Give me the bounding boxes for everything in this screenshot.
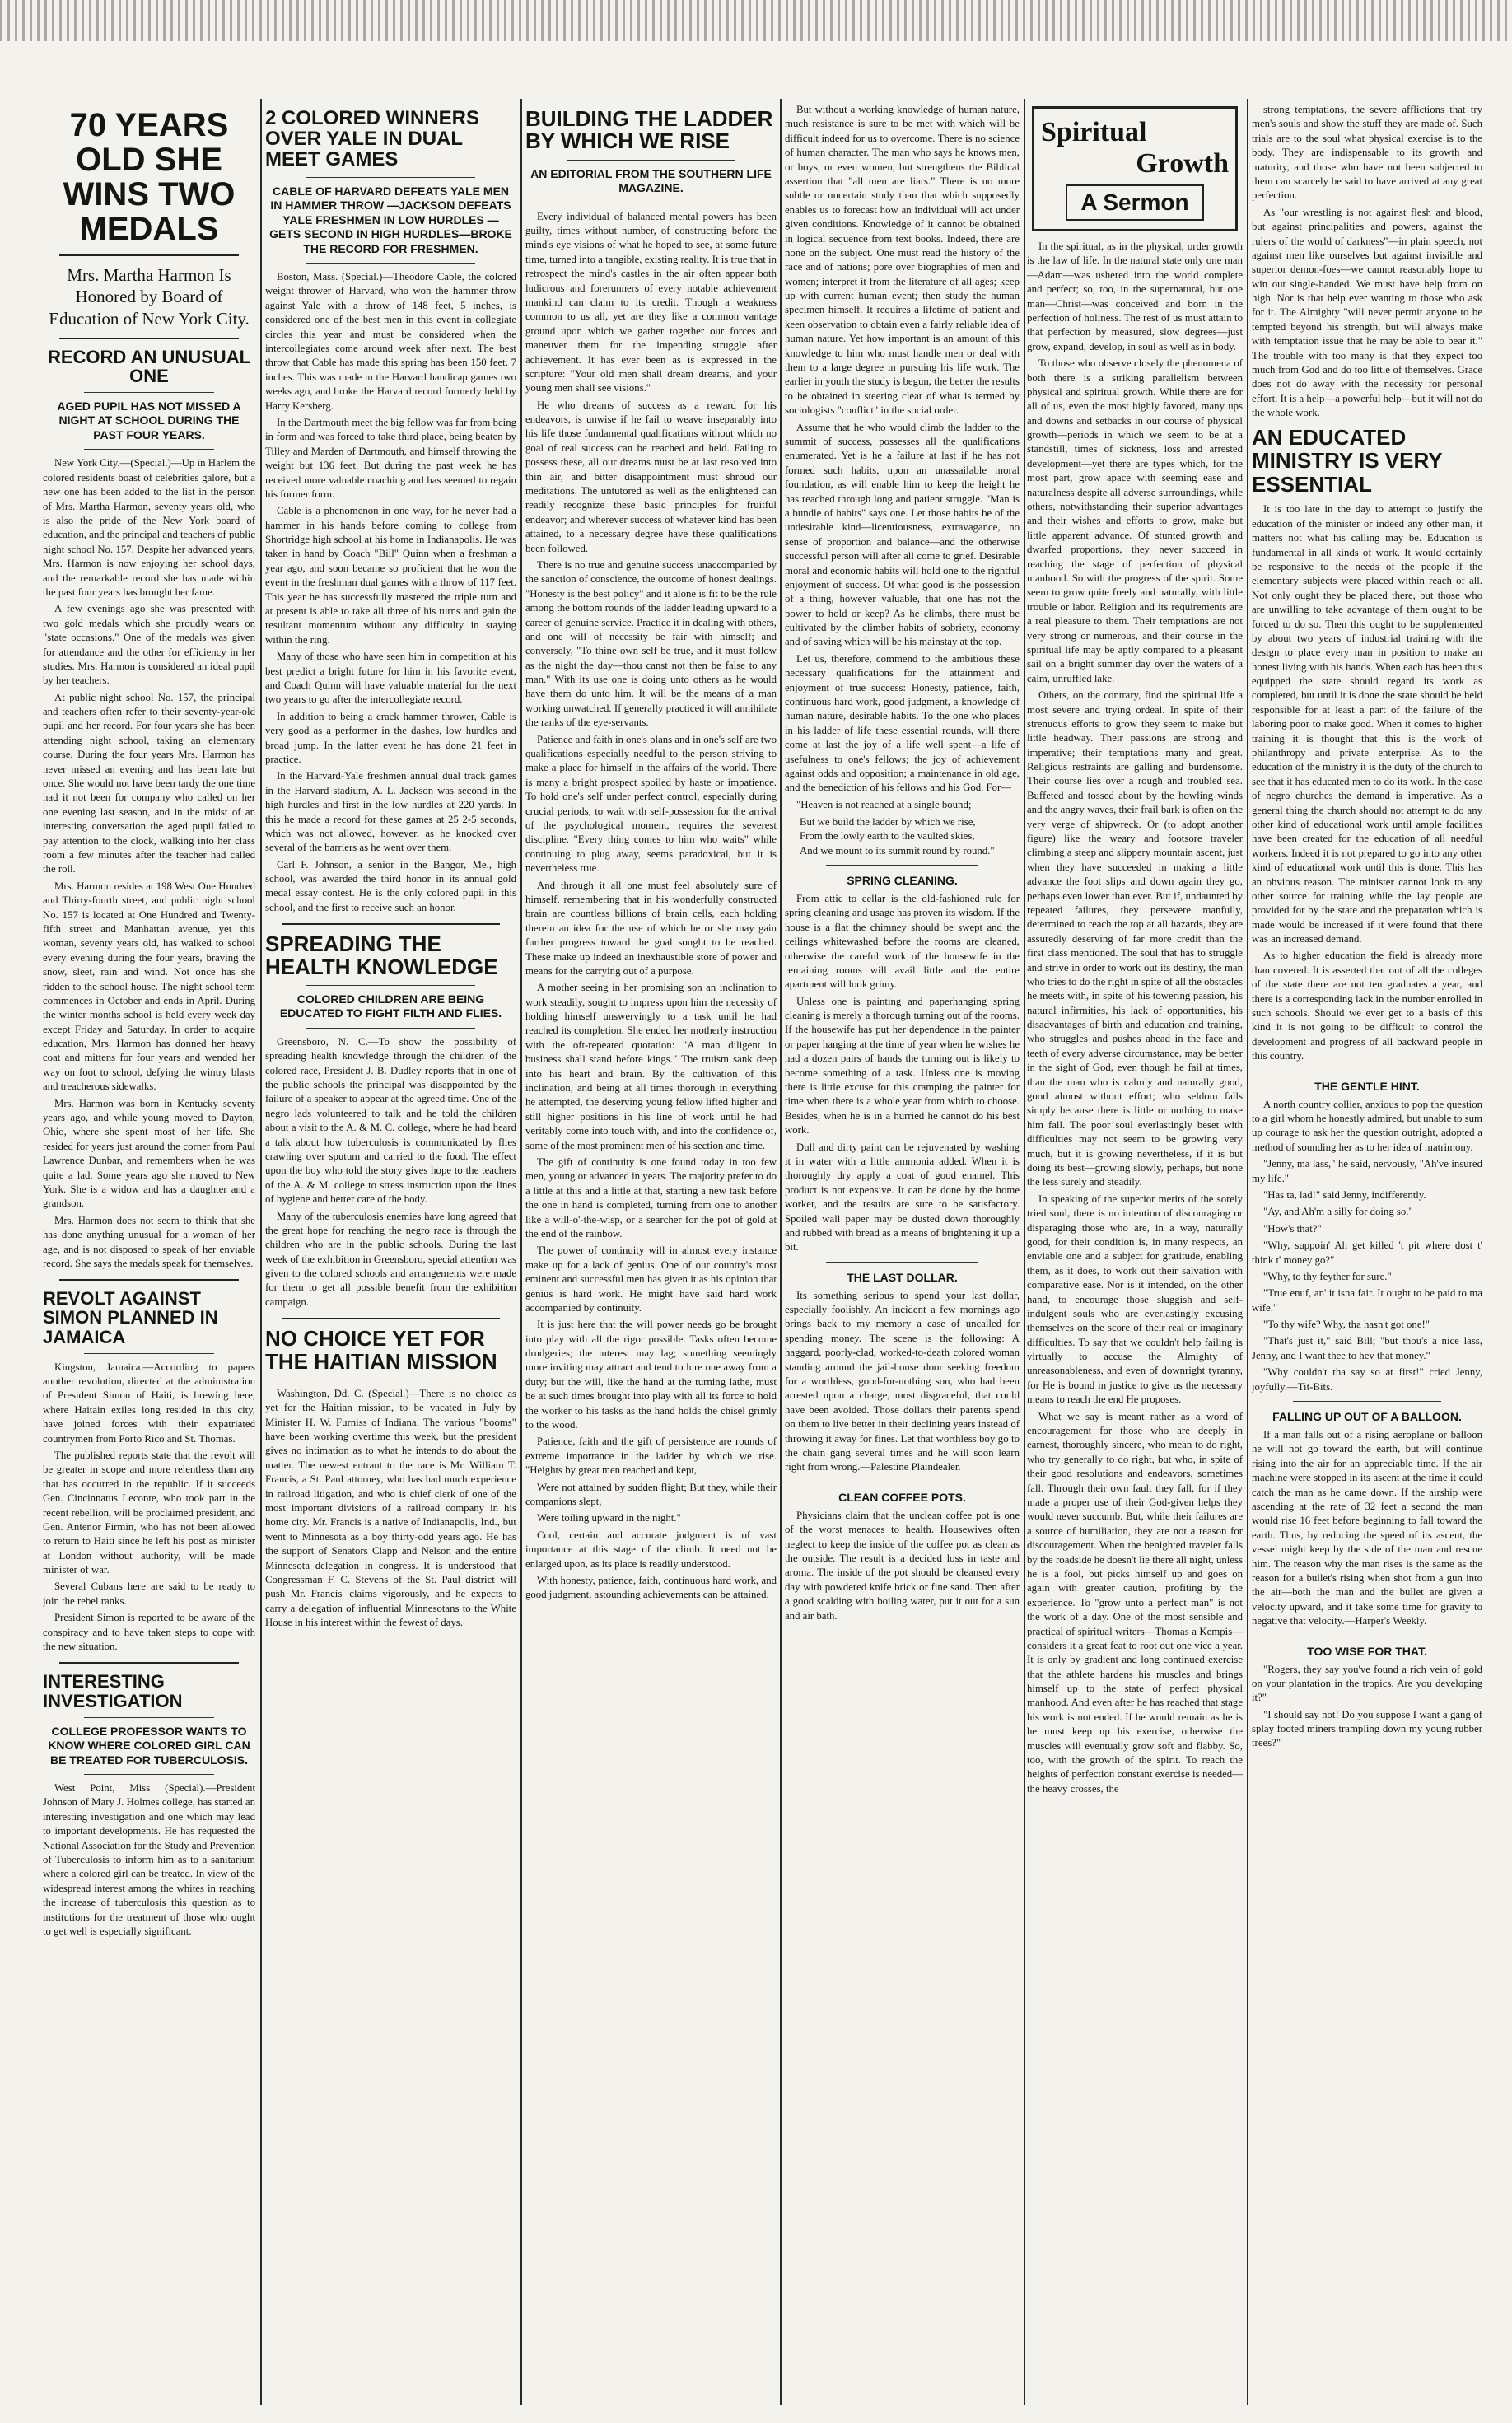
paragraph: There is no true and genuine success unaccompanied by the sanction of conscience, the outcome of honest dealings. "Honesty is the best policy" and it alone is fit to be the rule among the bottom rounds of the ladder leading upward to a career of genuine service. Practice it in dealing with others, and one will of necessity be fair with himself; and conversely, "To thine own self be true, and it must follow as the night the day—thou canst not then be false to any man." With its use one is doing unto others as he would have them do unto him. It will be the means of a man working unwatched. If generally practiced it will annihilate the ranks of the eye-servants.: [525, 558, 777, 729]
column-6: [1252, 103, 1482, 2409]
paragraph: "Heaven is not reached at a single bound;: [796, 798, 972, 810]
paragraph: Unless one is painting and paperhanging spring cleaning is merely a thorough turning out of the rooms. If the housewife has put her dependence in the painter or paper hanging at the time of year when he wishes he had a dozen pairs of hands the turning out is likely to become something of a task. Unless one is moving there is little excuse for this cramping the painter for time when there is a whole year from which to choose. Besides, when he is in a hurried he cannot do his best work.: [785, 995, 1020, 1137]
paragraph: "Rogers, they say you've found a rich vein of gold on your plantation in the tropics. Are you developing it?": [1252, 1663, 1482, 1704]
paragraph: Every individual of balanced mental powers has been guilty, times without number, of constructing before the mind's eye visions of what he hoped to see, at some future time, turned into a tangible, existing reality. It is true that in retrospect the mind's castles in the air often appear both ludicrous and forerunners of every notable achievement mankind can claim to its credit. Though a weakness common to us all, yet are they like a common vantage ground upon which we gather together our forces and maneuver them for the impending struggle after achievement. It has ever been as is expressed in the scripture: "Your old men shall dream dreams, and your young men shall see visions.": [525, 210, 777, 394]
divider: [282, 923, 500, 925]
section-title: RECORD AN UNUSUAL ONE: [47, 346, 251, 386]
paragraph: Kingston, Jamaica.—According to papers another revolution, directed at the administration of President Simon of Haiti, is brewing here, where Haitain exiles long resided in this city, have joined forces with their expatriated countrymen from Porto Rico and St. Thomas.: [43, 1361, 255, 1445]
paragraph: Boston, Mass. (Special.)—Theodore Cable, the colored weight thrower of Harvard, who won the hammer throw against Yale with a throw of 148 feet, 5 inches, is considered one of the best men in this event in collegiate circles this year and must be considered when the intercollegiates come around week after next. The best throw that Cable has made this spring has been 150 feet, 7 inches. This was made in the Harvard handicap games two weeks ago, and broke the Harvard record formerly held by Harry Kersberg.: [265, 271, 516, 412]
divider: [59, 254, 239, 256]
divider: [306, 263, 475, 264]
paragraph: Mrs. Harmon does not seem to think that she has done anything unusual for a woman of her age, and is not disposed to speak of her enviable record. She says the medals speak for themselves.: [43, 1214, 255, 1269]
paragraph: But without a working knowledge of human nature, much resistance is sure to be met with which will be difficult indeed for us to overcome. There is no science of human character. The man who says he knows men, or boys, or even women, but strengthens the Biblical assertion that "all men are liars." There is no more subtle or uncertain study than that which supposedly enables us to forecast how an individual will act under given conditions. Knowledge of it cannot be obtained in logical sequence from text books. Indeed, there are none on the subject. One must read the history of the race and of nations; pore over biographies of men and women; interpret it from the literature of all ages; keep up with current human event; then study the human specimen himself. It requires a lifetime of patient and keen observation to obtain even a fairly reliable idea of human nature. Yet how important is an amount of this knowledge to him who must handle men or deal with them to a large degree in pursuing his life work. The earlier in youth the study is begun, the better the results to be obtained in steering clear of what is termed by sociologists "conflict" in the social order.: [785, 104, 1020, 417]
headline: BUILDING THE LADDER BY WHICH WE RISE: [525, 106, 773, 154]
paragraph: A north country collier, anxious to pop the question to a girl whom he honestly admired, but unable to sum up courage to ask her the question outright, adopted a method of sounding her as to her idea of matrimony.: [1252, 1098, 1482, 1153]
paragraph: West Point, Miss (Special).—President Johnson of Mary J. Holmes college, has started an interesting investigation and one which may lead to important developments. He has requested the National Association for the Study and Prevention of Tuberculosis to inform him as to a sanitarium where a colored girl can be treated. In view of the widespread interest among the whites in reaching the increase of tuberculosis this question as to institutions for the treatment of those who ought to get well is especially significant.: [43, 1782, 255, 1937]
paragraph: "Why, suppoin' Ah get killed 't pit where dost t' think t' money go?": [1252, 1240, 1482, 1266]
paragraph: Washington, Dd. C. (Special.)—There is no choice as yet for the Haitian mission, to be vacated in July by Minister H. W. Furniss of Indiana. The various "booms" have been working overtime this week, but the president gives no intimation as to what he intends to do about the matter. The newest entrant to the race is Mr. William T. Francis, a St. Paul attorney, who has had much experience in railroad litigation, and who is chief clerk of one of the most important divisions of a railroad company in his home city. Mr. Francis is a native of Indianapolis, Ind., but went to Minnesota as a boy thirty-odd years ago. He has the support of Senators Clapp and Nelson and the entire Minnesota delegation in congress. It is understood that Congressman F. C. Stevens of the St. Paul district will push Mr. Francis' claims vigorously, and he expects to carry a delegation of influential Minnesotans to the White House in his interest within the fewest of days.: [265, 1387, 516, 1629]
paragraph: Were toiling upward in the night.": [537, 1512, 681, 1524]
paragraph: To those who observe closely the phenomena of both there is a striking parallelism between physical and spiritual growth. While there are for all of us, even the most highly favored, many ups and downs and setbacks in our course of physical growth—periods in which we seem to be at a standstill, times of sickness, loss and arrested development—yet there are types which, for the most part, grow apace with seeming ease and naturalness despite all adverse surroundings, while others, notwithstanding their superior advantages and their wishes and efforts to grow, make but little apparent advance. Of stunted growth and dwarfed proportions, they never succeed in reaching the stage of perfection of physical manhood. So with the progress of the spirit. Some seem to grow quite freely and naturally, with little trouble or labor. Religion and its requirements are a real pleasure to them. Their temptations are not very strong or numerous, and their course in the spiritual life may be aptly compared to a pleasant sail on a bright summer day over the waters of a calm, unruffled lake.: [1027, 357, 1243, 684]
paragraph: The power of continuity will in almost every instance make up for a lack of genius. One of our country's most eminent and successful men has given it as his opinion that genius is hard work. He might have said hard work accompanied by continuity.: [525, 1244, 777, 1314]
paragraph: strong temptations, the severe afflictions that try men's souls and show the stuff they are made of. Such trials are to the soul what physical exercise is to the body. They are indispensable to its growth and maturity, and those who have not been subjected to them can scarcely be said to have arrived at any great perfection.: [1252, 104, 1482, 202]
paragraph: A few evenings ago she was presented with two gold medals which she proudly wears on "state occasions." One of the medals was given for attendance and the other for efficiency in her studies. Mrs. Harmon is considered an ideal pupil by her teachers.: [43, 603, 255, 687]
paragraph: If a man falls out of a rising aeroplane or balloon he will not go toward the earth, but will continue rising into the air for an appreciable time. If the air machine were stopped in its ascent at the time it could catch the man as he came down. If the airship were ascending at the rate of 32 feet a second the man would rise 16 feet before beginning to fall toward the earth. Thus, by reducing the speed of its ascent, the vessel might keep by the side of the man and rescue him. The reason why the man rises is the same as the reason for a bullet's rising when shot from a gun into the air—both the man and the bullet are given a velocity upward, and it take some time for gravity to negative that velocity.—Harper's Weekly.: [1252, 1429, 1482, 1627]
divider: [306, 985, 475, 986]
paragraph: "True enuf, an' it isna fair. It ought to be paid to ma wife.": [1252, 1287, 1482, 1314]
column-rule: [780, 99, 782, 2405]
headline: TOO WISE FOR THAT.: [1307, 1644, 1427, 1658]
column-4: [785, 103, 1020, 2409]
box-title-line: Growth: [1136, 148, 1229, 179]
paragraph: Dull and dirty paint can be rejuvenated by washing it in water with a little ammonia added. When it is thoroughly dry apply a coat of good enamel. This product is not expensive. It can be done by the home worker, and the results are sure to be satisfactory. Spoiled wall paper may be dusted down thoroughly and rubbed with bread as a means of brightening it up a bit.: [785, 1141, 1020, 1254]
sermon-title-box: [1032, 106, 1238, 231]
divider: [306, 177, 475, 178]
paragraph: "Jenny, ma lass," he said, nervously, "Ah've insured my life.": [1252, 1158, 1482, 1184]
headline: CLEAN COFFEE POTS.: [838, 1490, 966, 1504]
paragraph: Physicians claim that the unclean coffee pot is one of the worst menaces to health. Housewives often neglect to keep the inside of the coffee pot as clean as the outside. The result is a decided loss in taste and aroma. The inside of the pot should be cleansed every day with powdered knife brick or fine sand. Then after a good scalding with boiling water, put it out for a sun and air bath.: [785, 1509, 1020, 1622]
divider: [1293, 1401, 1441, 1402]
paragraph: Its something serious to spend your last dollar, especially foolishly. An incident a few mornings ago brings back to my memory a case of uncalled for spending money. The scene is the following: A haggard, poorly-clad, worked-to-death colored woman standing around the jail-house door seeking freedom for a worthless, good-for-nothing son, who had been arrested upon a charge, most disgraceful, that could have been avoided. Those dollars their parents spend on them to live better in their declining years instead of throwing it away for fines. Let that worthless boy go to the chain gang several times and he will soon learn right from wrong.—Palestine Plaindealer.: [785, 1289, 1020, 1473]
divider: [84, 392, 214, 393]
paragraph: Patience and faith in one's plans and in one's self are two qualifications especially needful to the person striving to make a place for himself in the affairs of the world. There is many a bright prospect spoiled by haste or impatience. To hold one's self under perfect control, especially during crucial periods; to wait with self-possession for the arrival of the psychological moment, requires the severest discipline. "Every thing comes to him who waits" while continuing to plug away, seems paradoxical, but it is nevertheless true.: [525, 733, 777, 875]
paragraph: Carl F. Johnson, a senior in the Bangor, Me., high school, was awarded the third honor in its annual gold medal essay contest. He is the only colored pupil in this school, and the first to receive such an honor.: [265, 858, 516, 913]
paragraph: Cool, certain and accurate judgment is of vast importance at this stage of the climb. It need not be enlarged upon, as its place is readily understood.: [525, 1529, 777, 1570]
headline: FALLING UP OUT OF A BALLOON.: [1272, 1410, 1462, 1424]
column-rule: [1247, 99, 1248, 2405]
paragraph: Assume that he who would climb the ladder to the summit of success, possesses all the qualifications enumerated. Yet is he a failure at last if he has not formed such habits, upon an unassailable moral foundation, as will enable him to keep the height he has reached through long and patient struggle. "Man is a bundle of habits" says one. Let those habits be of the undesirable kind—licentiousness, extravagance, no sense of proportion and balance—and the otherwise successful person will after all come to grief. Desirable moral and economic habits will hold one to the rightful enjoyment of success. Of what good is the possession of a thing, however valuable, that one has not the power to hold or keep? As he climbs, there must be cultivated by the climber habits of sobriety, economy and of saving which will be his mainstay at the top.: [785, 421, 1020, 648]
divider: [84, 1717, 214, 1718]
paragraph: The published reports state that the revolt will be greater in scope and more relentless than any that has occurred in the republic. If it succeeds Gen. Cincinnatus Leconte, who took part in the recent rebellion, will be proclaimed president, and Gen. Antenor Firmin, who has not been allowed to return to Haiti since he left his post as minister at London without authority, will be made minister of war.: [43, 1449, 255, 1576]
column-5: [1027, 103, 1243, 2409]
subdeck: COLLEGE PROFESSOR WANTS TO KNOW WHERE COLORED GIRL CAN BE TREATED FOR TUBERCULOSIS.: [48, 1724, 250, 1767]
paragraph: In the Harvard-Yale freshmen annual dual track games in the Harvard stadium, A. L. Jackson was second in the high hurdles and first in the low hurdles at 220 yards. In this he made a record for these games at 25 2-5 seconds, which was not allowed, however, as he knocked over several of the barriers as he went over them.: [265, 770, 516, 854]
paragraph: From attic to cellar is the old-fashioned rule for spring cleaning and usage has proven its wisdom. If the house is a flat the chimney should be swept and the ceilings whitewashed before the rooms are cleaned, otherwise the careful work of the housewife in the remaining rooms will avail little and the entire apartment will look grimy.: [785, 892, 1020, 991]
headline: INTERESTING INVESTIGATION: [43, 1671, 183, 1711]
column-3: [525, 103, 777, 2409]
column-2: [265, 103, 516, 2409]
paragraph: In the spiritual, as in the physical, order growth is the law of life. In the natural state only one man—Adam—was ushered into the world complete and perfect; so, too, in the supernatural, but one man—Christ—was conceived and born in the perfection of holiness. The rest of us must attain to that perfection by measured, slow degrees—just grow, expand, develop, in soul as well as in body.: [1027, 240, 1243, 352]
paragraph: Mrs. Harmon was born in Kentucky seventy years ago, and while young moved to Dayton, Ohio, where she spent most of her life. She resided for years just around the corner from Paul Lawrence Dunbar, and remembers when he was quite a lad. Some years ago she moved to New York. She is a widow and has a daughter and a grandson.: [43, 1097, 255, 1210]
headline: 2 COLORED WINNERS OVER YALE IN DUAL MEET GAMES: [265, 107, 480, 171]
box-subtitle: A Sermon: [1066, 184, 1204, 221]
paragraph: Others, on the contrary, find the spiritual life a most severe and trying ordeal. In spite of their strenuous efforts to grow they seem to make but little headway. Their passions are strong and imperative; their temptations many and great. Religious restraints are galling and burdensome. Their course lies over a rough and troubled sea. Buffeted and tossed about by the howling winds and the angry waves, their frail bark is often on the very verge of shipwreck. Or (to adopt another figure) like the weary and footsore traveler climbing a steep and slippery mountain ascent, just when they have succeeded in making a little advance the foot slips and down again they go, perhaps even lower than ever. But if, undaunted by repeated failures, they persevere manfully, determined to reach the top at all hazards, they are assuredly deserving of far more credit than the first class mentioned. The soul that has to struggle and strive in order to work out its destiny, the man who tries to do the right in spite of all the obstacles he meets with, in spite of his towering passion, his natural infirmities, his lack of opportunities, his disadvantages of birth and education and training, who struggles and pushes ahead in the face and teeth of every adverse circumstance, may be better in the sight of God, even though he fail at times, than the man who is calmly and naturally good, good almost without effort; who seldom falls simply because there is little or nothing to make him fall. The poor soul everlastingly beset with difficulties may not seem to be growing very much, but it is growing nevertheless, if it is but doing its best—growing slowly, perhaps, but none the less surely and steadily.: [1027, 689, 1243, 1188]
paragraph: Cable is a phenomenon in one way, for he never had a hammer in his hands before coming to college from Shortridge high school at his home in Indianapolis. He was taken in hand by Coach "Bill" Quinn when a freshman a year ago, and soon became so proficient that he won the event in the freshman dual games with a throw of 117 feet. This year he has successfully mastered the triple turn and at present is able to take all three of his turns and gain the resultant momentum without any difficulty in staying within the ring.: [265, 505, 516, 646]
headline: SPREADING THE HEALTH KNOWLEDGE: [265, 931, 498, 979]
paragraph: It is too late in the day to attempt to justify the education of the minister or indeed any other man, it matters not what his calling may be. Education is fundamental in all kinds of work. It would certainly be responsive to the needs of the people if the elementary subjects were placed within reach of all. Not only ought they be placed there, but those who are unwilling to take advantage of them ought to be forced to do so. Then this ought to be supplemented by about two years of industrial training with the design to place every man in position to make an honest living with his hands. When each has been thus equipped the state should regard its work as completed, but until it is done the state should be held responsible for at least a part of the failure of the laboring poor to make good. When it comes to higher training it is thought that this is the work of philanthropy and private enterprise. As to the education of the ministry it is the duty of the church to see that it has educated men to do its work. In the case of negro churches the demand is imperative. As a general thing the church should not attempt to do any other kind of educational work until ample facilities have been created for the education of all needful workers. Indeed it is not prepared to go into any other kind of educational work until this is done. This has an obvious reason. The minister cannot look to any other source for training while the lay people are provided for by the state and the preparation which is made would be increased if it were found that there was an increased demand.: [1252, 503, 1482, 945]
box-title-line: Spiritual: [1041, 117, 1147, 147]
paragraph: Were not attained by sudden flight; But they, while their companions slept,: [525, 1481, 777, 1507]
paragraph: It is just here that the will power needs go be brought into play with all the rigor possible. Tasks often become drudgeries; the interest may lag; something seemingly more inviting may attract and tend to lure one away from a duty; but the will, like the hand at the turning lathe, must be at such times brought into play with all its force to hold the worker to his tasks as the hand holds the chisel grimly to the wood.: [525, 1319, 777, 1431]
headline: THE LAST DOLLAR.: [847, 1270, 958, 1284]
paragraph: In the Dartmouth meet the big fellow was far from being in form and was forced to take third place, being beaten by Tilley and Marden of Dartmouth, and himself throwing the weight but 136 feet. But during the past week he has received more valuable coaching and has seemed to regain his former form.: [265, 416, 516, 500]
divider: [84, 1353, 214, 1354]
subdeck: COLORED CHILDREN ARE BEING EDUCATED TO FIGHT FILTH AND FLIES.: [279, 992, 502, 1020]
paragraph: A mother seeing in her promising son an inclination to work steadily, sought to impress upon him the necessity of holding himself unswervingly to a task until he had reached its completion. She ended her motherly instruction with the oft-repeated quotation: "A man diligent in business shall stand before kings." The truism sank deep into his heart and brain. By the cultivation of this inclination, and being at all times thorough in everything he attempted, the deserving young fellow lifted higher and still higher positions in his line of work until he had veritably come into touch with, and into the confidence of, some of the most prominent men of his section and time.: [525, 982, 777, 1151]
paragraph: Mrs. Harmon resides at 198 West One Hundred and Thirty-fourth street, and public night school No. 157 is located at One Hundred and Twenty-fifth street and Manhattan avenue, yet this woman, seventy years old, has walked to school every evening during the four years, braving the snow, sleet, rain and wind. Not once has she ridden to the school house. The night school term commences in October and ends in April. During the winter months school is held every week day except Friday and Saturday. In order to acquire education, Mrs. Harmon has donned her heavy coat and mittens for four years and wended her way on foot to school, defying the wintry blasts and treacherous sidewalks.: [43, 880, 255, 1093]
paragraph: Many of those who have seen him in competition at his best predict a bright future for him in his favorite event, and Coach Quinn will have valuable material for the next two years to go after the intercollegiate record.: [265, 651, 516, 706]
paragraph: Patience, faith and the gift of persistence are rounds of extreme importance in the ladder by which we rise. "Heights by great men reached and kept,: [525, 1436, 777, 1477]
paragraph: With honesty, patience, faith, continuous hard work, and good judgment, astounding achievements can be attained.: [525, 1574, 777, 1601]
divider: [59, 338, 239, 339]
paragraph: Several Cubans here are said to be ready to join the rebel ranks.: [43, 1580, 255, 1607]
headline: 70 YEARS OLD SHE WINS TWO MEDALS: [63, 107, 236, 247]
divider: [282, 1318, 500, 1319]
subdeck: AN EDITORIAL FROM THE SOUTHERN LIFE MAGAZINE.: [530, 166, 772, 195]
paragraph: As to higher education the field is already more than covered. It is asserted that out of all the colleges of the state there are not ten graduates a year, and there is a corresponding lack in the number enrolled in such schools. Should we ever get to a basis of this kind it is not going to be difficult to control the development and progress of all backward people in this country.: [1252, 950, 1482, 1062]
poem: But we build the ladder by which we rise, From the lowly earth to the vaulted skies, And we mount to its summit round by round.": [800, 816, 995, 857]
paragraph: "Has ta, lad!" said Jenny, indifferently.: [1263, 1188, 1426, 1201]
divider: [826, 1262, 978, 1263]
paragraph: As "our wrestling is not against flesh and blood, but against principalities and powers, against the rulers of the world of darkness"—in plain speech, not against men like ourselves but against invisible and superior demon-foes—we cannot reasonably hope to win out single-handed. We must have help from on high. Nor is that help ever wanting to those who ask for it. The Almighty "will never permit anyone to be tempted beyond his strength, but will always make with temptation issue that he may be able to bear it." The trouble with too many is that they expect too much from God and do too little of themselves. Grace does not do away with the necessity for personal effort. It is a help—a powerful help—but it will not do the whole work.: [1252, 206, 1482, 419]
paragraph: At public night school No. 157, the principal and teachers often refer to their seventy-year-old pupil and her record. For four years she has been attending night school, taking an elementary course. During the four years Mrs. Harmon has never missed an evening and has been late but once. She would not have been tardy the one time had it not been for company who called on her one evening last season, and in the midst of an interesting conversation the aged pupil failed to pay attention to the clock, walking into her class room a few minutes after the teacher had called the roll.: [43, 691, 255, 875]
divider: [59, 1279, 239, 1281]
headline: NO CHOICE YET FOR THE HAITIAN MISSION: [265, 1326, 497, 1374]
divider: [826, 865, 978, 866]
paragraph: He who dreams of success as a reward for his endeavors, is unwise if he fail to weave inseparably into his life those fundamental qualifications without which no goal of real success can be reached and held. Failing to possess these, all our dreams must be at last resolved into thin air, and bitter disappointment must shroud our meditations. The untutored as well as the enlightened can readily recognize these basic principles for fruitful endeavor; and wherever success of whatever kind has been attained, to a necessary degree have these qualifications been followed.: [525, 399, 777, 554]
paragraph: "How's that?": [1263, 1222, 1322, 1235]
divider: [84, 449, 214, 450]
divider: [84, 1774, 214, 1775]
headline: THE GENTLE HINT.: [1314, 1079, 1420, 1093]
column-1: [43, 103, 255, 2409]
paragraph: "That's just it," said Bill; "but thou's a nice lass, Jenny, and I want thee to hev that money.": [1252, 1335, 1482, 1361]
paragraph: The gift of continuity is one found today in too few men, young or advanced in years. The majority prefer to do a little at this and a little at that, starting a new task before the one in hand is completed, turning from one to another like a will-o'-the-wisp, or a searcher for the pot of gold at the end of the rainbow.: [525, 1155, 777, 1240]
column-rule: [520, 99, 522, 2405]
headline: REVOLT AGAINST SIMON PLANNED IN JAMAICA: [43, 1288, 218, 1347]
paragraph: What we say is meant rather as a word of encouragement for those who are deeply in earnest, thoroughly sincere, who mean to do right, who try generally to do right, but who, in spite of their good resolutions and endeavors, sometimes fall. Through their own fault they fall, for if they made a proper use of their God-given helps they would never succumb. But, while their failures are a source of humiliation, they are not a reason for discouragement. When the benighted traveler falls by the roadside he doesn't lie there all night, unless he is a fool, but picks himself up and goes on again with greater caution, profiting by the experience. To "grow unto a perfect man" is not the work of a day. One of the most sensible and practical of spiritual writers—Thomas a Kempis—considers it a great feat to root out one vice a year. It is only by gradient and long continued exercise that the athlete hardens his muscles and brings himself up to the state of perfect physical manhood. And even after he has reached that stage his work is not ended. If he would remain as he is he must keep up his exercise, otherwise the muscles will eventually grow soft and flabby. So, too, with the growth of the spirit. To reach the heights of perfection constant exercise is needed—the heavy crosses, the: [1027, 1410, 1243, 1795]
column-rule: [1024, 99, 1025, 2405]
divider: [567, 160, 735, 161]
subdeck: CABLE OF HARVARD DEFEATS YALE MEN IN HAMMER THROW —JACKSON DEFEATS YALE FRESHMEN IN LOW HURDLES —GETS SECOND IN HIGH HURDLES—BROKE THE RECORD FOR FRESHMEN.: [269, 184, 512, 255]
paragraph: "Ay, and Ah'm a silly for doing so.": [1263, 1206, 1413, 1218]
paragraph: In speaking of the superior merits of the sorely tried soul, there is no intention of discouraging or disparaging those who are, in a way, naturally good, for their condition is, in many respects, an enviable one and a subject for gratitude, enabling them, as it does, to work out their salvation with comparative ease. Nor is it intended, on the other hand, to encourage those sluggish and self-indulgent souls who are everlastingly excusing themselves on the score of their real or imaginary difficulties. To say that we couldn't help failing is virtually to accuse the Almighty of unreasonableness, and even of downright tyranny, for He is bound in justice to give us the necessary means to reach the end He proposes.: [1027, 1193, 1243, 1406]
deck: Mrs. Martha Harmon Is Honored by Board of Education of New York City.: [49, 265, 250, 329]
paragraph: "Why couldn't tha say so at first!" cried Jenny, joyfully.—Tit-Bits.: [1252, 1366, 1482, 1393]
paragraph: President Simon is reported to be aware of the conspiracy and to have taken steps to cope with the new situation.: [43, 1612, 255, 1653]
paragraph: New York City.—(Special.)—Up in Harlem the colored residents boast of celebrities galore, but a new one has been added to the list in the person of Mrs. Martha Harmon, seventy years old, who is also the pride of the New York board of education, and the principal and teachers of public night school No. 157. Despite her advanced years, Mrs. Harmon is now enjoying her school days, and the remarkable record she has made within the past four years has brought her fame.: [43, 457, 255, 598]
paragraph: And through it all one must feel absolutely sure of himself, remembering that in his wonderfully constructed brain are countless billions of brain cells, each holding therein an idea for the use of which he or she may gain further progress toward the goal sought to be reached. These make up indeed an inexhaustible store of power and means for the carrying out of a purpose.: [525, 879, 777, 977]
column-rule: [260, 99, 262, 2405]
headline: AN EDUCATED MINISTRY IS VERY ESSENTIAL: [1252, 424, 1443, 497]
paragraph: "To thy wife? Why, tha hasn't got one!": [1263, 1319, 1430, 1331]
torn-top-edge: [0, 0, 1512, 41]
headline: SPRING CLEANING.: [847, 873, 958, 887]
paragraph: "I should say not! Do you suppose I want a gang of splay footed miners trampling down my young rubber trees?": [1252, 1708, 1482, 1749]
paragraph: Many of the tuberculosis enemies have long agreed that the great hope for reaching the negro race is through the children who are in the public schools. During the last week of the exhibition in Greensboro, special attention was given to the colored schools and arrangements were made for them to get all possible benefit from the exhibition campaign.: [265, 1210, 516, 1308]
paragraph: Greensboro, N. C.—To show the possibility of spreading health knowledge through the children of the colored race, President J. B. Dudley reports that in one of the public schools the principal was disappointed by the failure of a speaker to appear at the agreed time. One of the negro lads volunteered to talk and he told the children about a visit to the A. & M. C. college, where he had heard a talk about how tuberculosis is communicated by flies crawling over sputum and carried to the food. The effect upon the boy who told the story gives hope to the teachers of the A. & M. college to stress instruction upon the lines of hygiene and better care of the body.: [265, 1035, 516, 1206]
divider: [306, 1028, 475, 1029]
paragraph: "Why, to thy feyther for sure.": [1263, 1270, 1392, 1282]
paragraph: In addition to being a crack hammer thrower, Cable is very good as a performer in the dashes, low hurdles and broad jump. In the latter event he has done 21 feet in practice.: [265, 710, 516, 765]
paragraph: Let us, therefore, commend to the ambitious these necessary qualifications for the attainment and enjoyment of true success: Honesty, patience, faith, continuous hard work, good judgment, a knowledge of human nature, desirable habits. To the one who places in his ladder of life these essential rounds, will there come at last the joy of a life well spent—a life of usefulness to one's fellows; the joy of achievement against odds and opposition; a maintenance in old age, and the benediction of his fellows and his God. For—: [785, 652, 1020, 794]
divider: [59, 1662, 239, 1664]
subdeck: AGED PUPIL HAS NOT MISSED A NIGHT AT SCHOOL DURING THE PAST FOUR YEARS.: [57, 399, 241, 441]
